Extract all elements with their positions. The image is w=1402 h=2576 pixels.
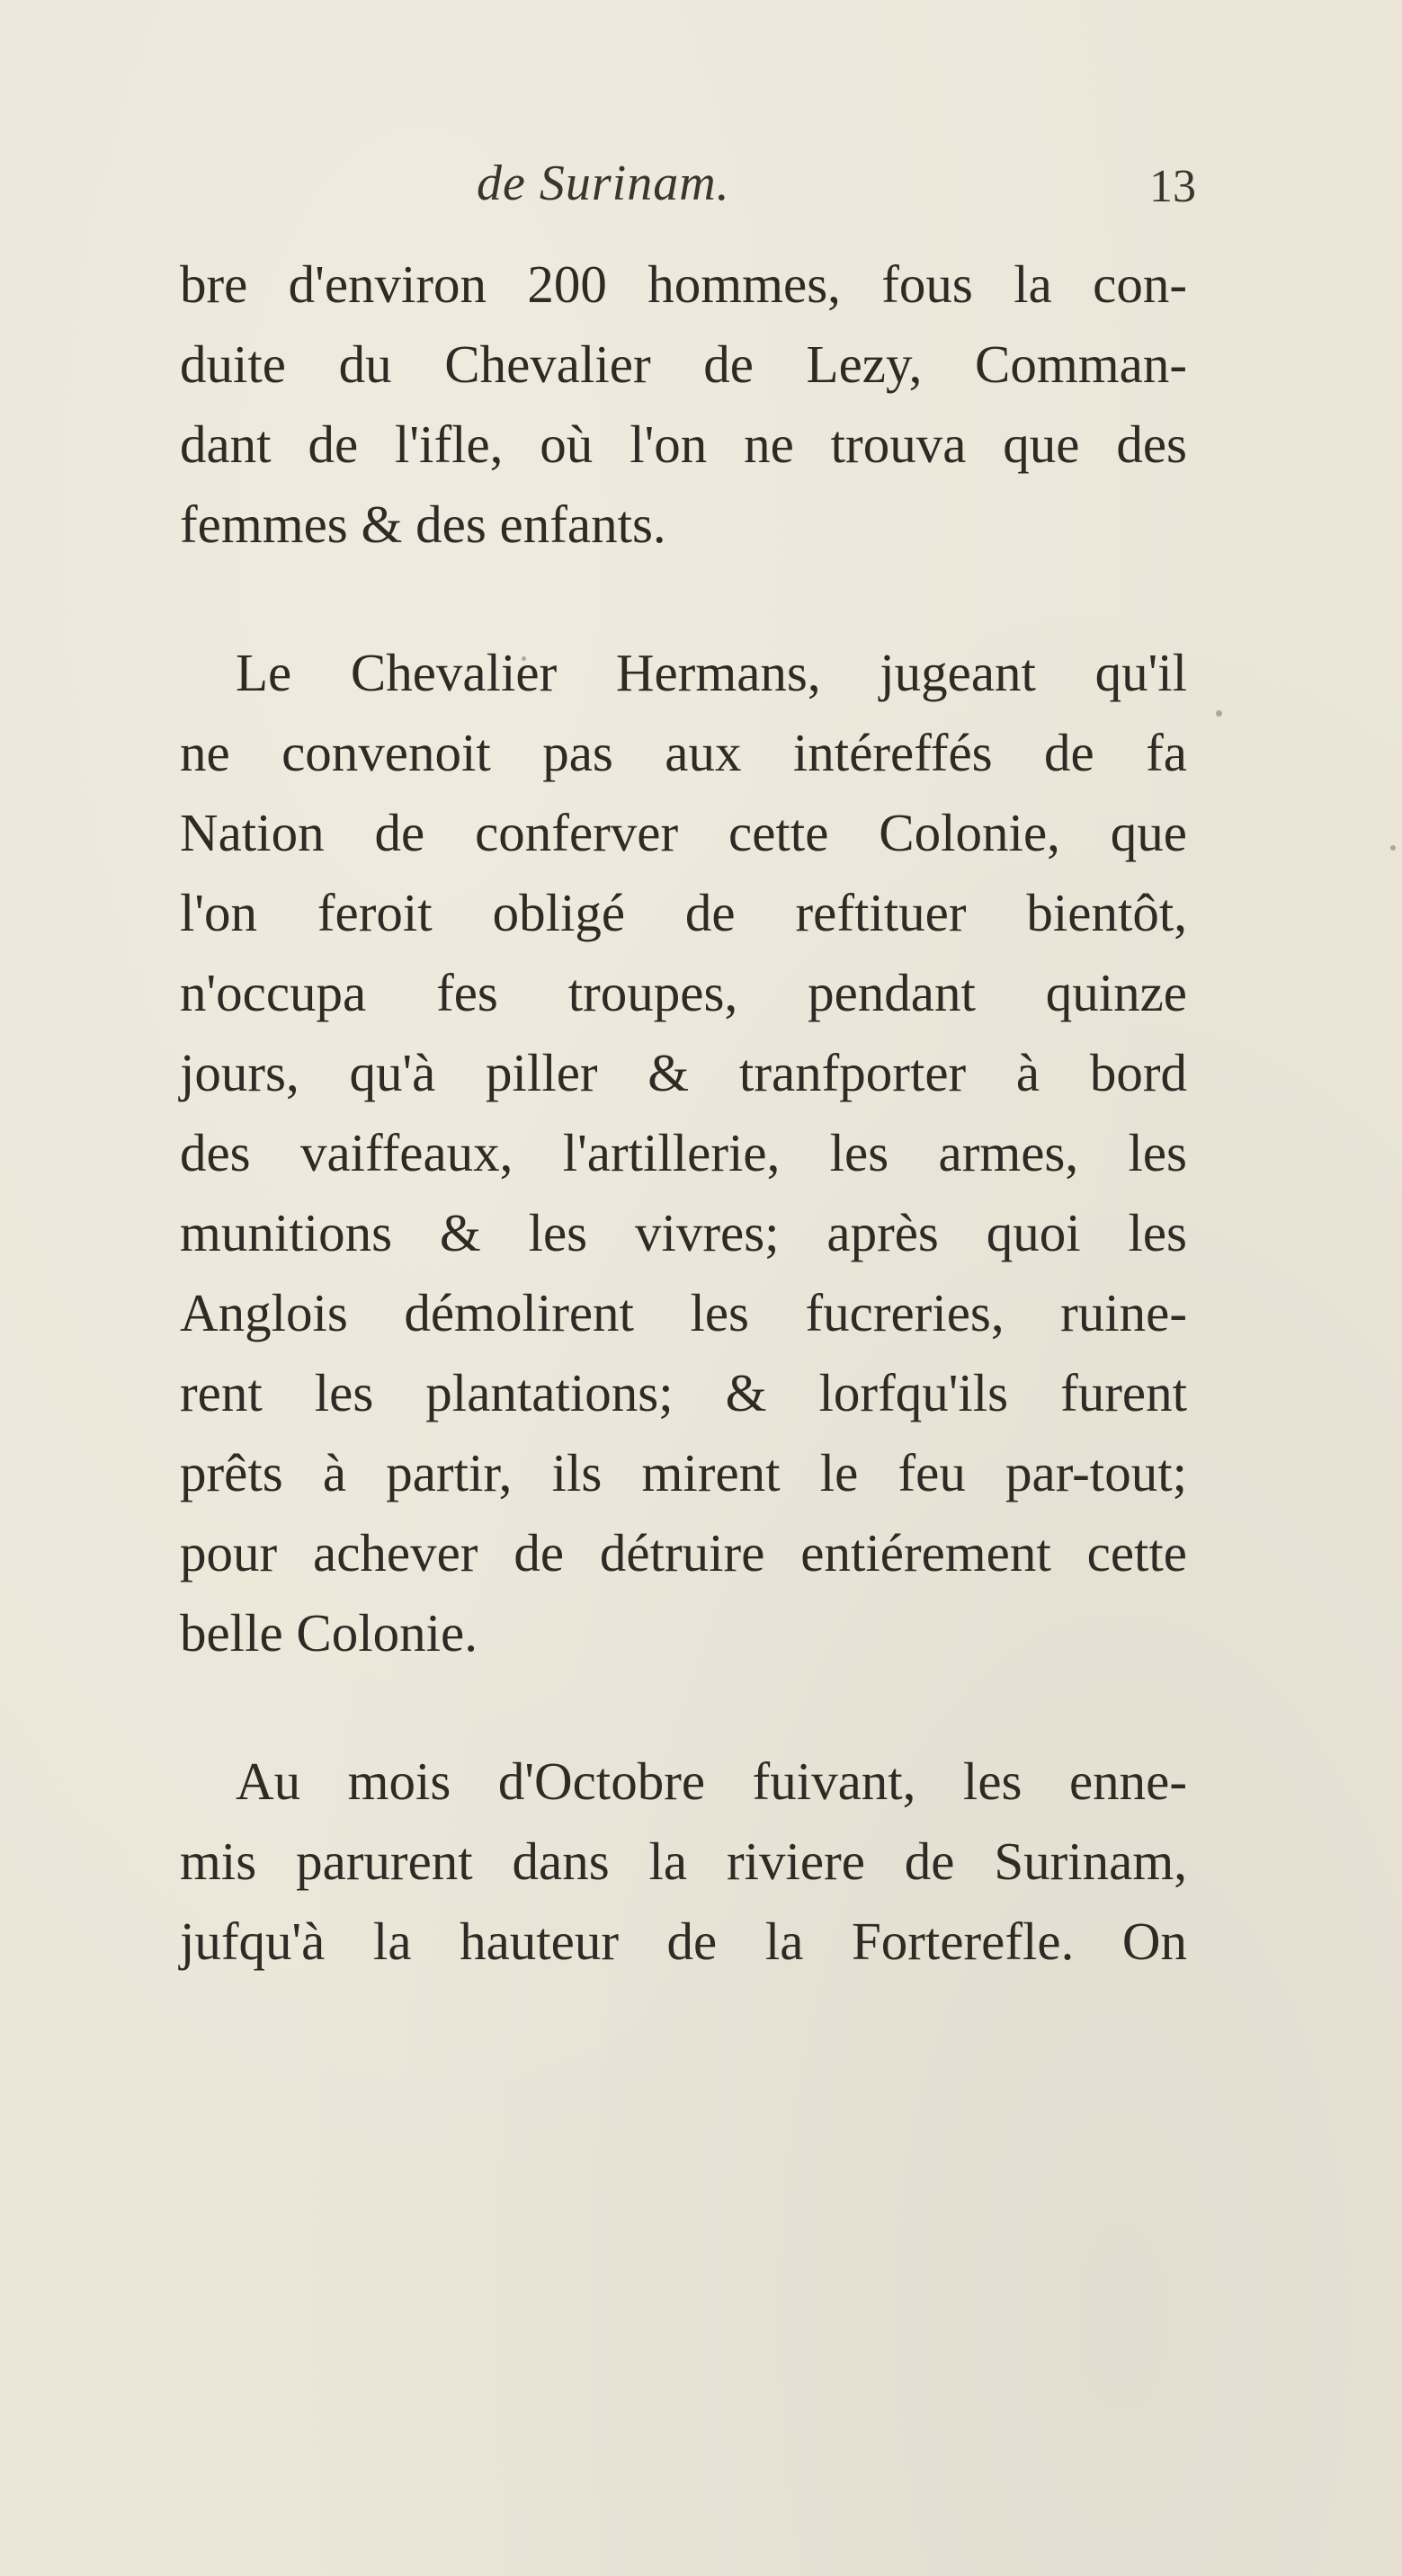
- text-line: n'occupa fes troupes, pendant quinze: [180, 963, 1187, 1022]
- text-line: duite du Chevalier de Lezy, Comman-: [180, 334, 1187, 394]
- text-line: dant de l'ifle, où l'on ne trouva que des: [180, 414, 1187, 474]
- text-line: munitions & les vivres; après quoi les: [180, 1203, 1187, 1262]
- text-line: pour achever de détruire entiérement cette: [180, 1523, 1187, 1582]
- text-line: Le Chevalier Hermans, jugeant qu'il: [236, 643, 1187, 702]
- running-title: de Surinam.: [477, 156, 730, 211]
- ink-speck: [1216, 710, 1222, 717]
- text-line: jours, qu'à piller & tranfporter à bord: [180, 1043, 1187, 1102]
- text-line: ne convenoit pas aux intéreffés de fa: [180, 723, 1187, 782]
- text-line: des vaiffeaux, l'artillerie, les armes, les: [180, 1123, 1187, 1182]
- text-line: Nation de conferver cette Colonie, que: [180, 803, 1187, 862]
- paragraph-3: [180, 1742, 1187, 1982]
- text-line: mis parurent dans la riviere de Surinam,: [180, 1832, 1187, 1891]
- page-number: 13: [1149, 161, 1196, 212]
- text-line: rent les plantations; & lorfqu'ils furent: [180, 1363, 1187, 1422]
- body-text: [180, 245, 1187, 1982]
- paragraph-1: [180, 245, 1187, 565]
- ink-speck: [522, 656, 526, 661]
- text-line: Au mois d'Octobre fuivant, les enne-: [236, 1752, 1187, 1811]
- text-line: bre d'environ 200 hommes, fous la con-: [180, 254, 1187, 314]
- text-line: prêts à partir, ils mirent le feu par-tout;: [180, 1443, 1187, 1502]
- text-line: l'on feroit obligé de reftituer bientôt,: [180, 883, 1187, 942]
- paragraph-2: [180, 633, 1187, 1673]
- text-line: Anglois démolirent les fucreries, ruine-: [180, 1283, 1187, 1342]
- ink-speck: [1390, 845, 1396, 851]
- text-line: femmes & des enfants.: [180, 495, 666, 554]
- text-line: belle Colonie.: [180, 1603, 478, 1662]
- page-header: [180, 155, 1196, 218]
- text-line: jufqu'à la hauteur de la Forterefle. On: [180, 1912, 1187, 1971]
